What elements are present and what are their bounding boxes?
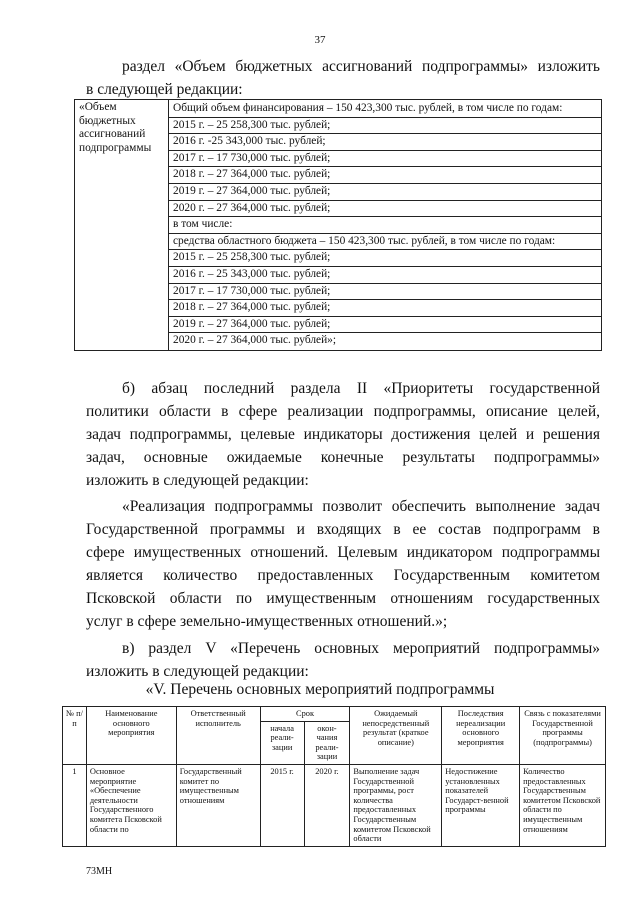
header-link: Связь с показателями Государственной программы (подпрограммы): [520, 707, 606, 765]
budget-row: 2015 г. – 25 258,300 тыс. рублей;: [169, 250, 601, 267]
budget-row: 2017 г. – 17 730,000 тыс. рублей;: [169, 151, 601, 168]
paragraph-b: [86, 377, 600, 492]
intro-line: в следующей редакции:: [86, 81, 243, 98]
section-title: «V. Перечень основных мероприятий подпрограммы: [145, 681, 495, 698]
cell-num: 1: [63, 764, 87, 846]
budget-row: 2020 г. – 27 364,000 тыс. рублей;: [169, 201, 601, 218]
header-consequence: Последствия нереализации основного мероприятия: [442, 707, 520, 765]
budget-row: 2016 г. -25 343,000 тыс. рублей;: [169, 134, 601, 151]
paragraph-line: задач подпрограммы, целевые индикаторы достижения целей и решения: [86, 426, 600, 443]
header-start: начала реали-зации: [260, 721, 304, 764]
budget-row: 2019 г. – 27 364,000 тыс. рублей;: [169, 184, 601, 201]
budget-row: 2020 г. – 27 364,000 тыс. рублей»;: [173, 334, 337, 347]
header-term: Срок: [260, 707, 350, 722]
paragraph-line: Государственной программы и входящих в ее состав подпрограмм в: [86, 521, 600, 538]
paragraph-line: изложить в следующей редакции:: [86, 663, 309, 680]
page-number: 37: [314, 34, 326, 46]
paragraph-line: б) абзац последний раздела II «Приоритеты государственной: [122, 380, 600, 397]
paragraph-quote: [86, 495, 600, 633]
paragraph-line: «Реализация подпрограммы позволит обеспечить выполнение задач: [122, 498, 600, 515]
budget-label: «Объем бюджетных ассигнований подпрограммы: [75, 100, 169, 351]
budget-row: Общий объем финансирования – 150 423,300 тыс. рублей, в том числе по годам:: [169, 101, 601, 118]
budget-table: [74, 99, 602, 351]
cell-consequence: Недостижение установленных показателей Государст-венной программы: [442, 764, 520, 846]
paragraph-line: является количество предоставленных Государственным комитетом: [86, 567, 600, 584]
intro-line: раздел «Объем бюджетных ассигнований подпрограммы» изложить: [122, 58, 600, 75]
header-name: Наименование основного мероприятия: [86, 707, 176, 765]
header-result: Ожидаемый непосредственный результат (краткое описание): [350, 707, 442, 765]
paragraph-line: Псковской области по имущественным отношениям государственных: [86, 590, 600, 607]
cell-end: 2020 г.: [304, 764, 350, 846]
header-end: окон-чания реали-зации: [304, 721, 350, 764]
paragraph-line: в) раздел V «Перечень основных мероприятий подпрограммы»: [122, 640, 600, 657]
paragraph-line: политики области в сфере реализации подпрограммы, описание целей,: [86, 403, 600, 420]
budget-values: [169, 100, 602, 351]
header-executor: Ответственный исполнитель: [176, 707, 260, 765]
cell-start: 2015 г.: [260, 764, 304, 846]
cell-executor: Государственный комитет по имущественным отношениям: [176, 764, 260, 846]
budget-row: 2016 г. – 25 343,000 тыс. рублей;: [169, 267, 601, 284]
budget-row: в том числе:: [169, 217, 601, 234]
budget-row: 2018 г. – 27 364,000 тыс. рублей;: [169, 300, 601, 317]
paragraph-c: [86, 637, 600, 683]
cell-result: Выполнение задач Государственной программы, рост количества предоставленных Государственным комитетом Псковской области: [350, 764, 442, 846]
table-row: [63, 764, 606, 846]
paragraph-line: задач, основные ожидаемые конечные результаты подпрограммы»: [86, 449, 600, 466]
cell-link: Количество предоставленных Государственным комитетом Псковской области по имущественным отношениям: [520, 764, 606, 846]
header-num: № п/п: [63, 707, 87, 765]
intro-paragraph: [86, 55, 600, 101]
budget-row: 2018 г. – 27 364,000 тыс. рублей;: [169, 167, 601, 184]
budget-row: 2015 г. – 25 258,300 тыс. рублей;: [169, 118, 601, 135]
paragraph-line: сфере имущественных отношений. Целевым индикатором подпрограммы: [86, 544, 600, 561]
events-table: [62, 706, 606, 847]
paragraph-line: изложить в следующей редакции:: [86, 472, 309, 489]
footer-code: 73МН: [86, 866, 113, 877]
cell-name: Основное мероприятие «Обеспечение деятельности Государственного комитета Псковской области по: [86, 764, 176, 846]
paragraph-line: услуг в сфере земельно-имущественных отношений.»;: [86, 613, 448, 630]
budget-row: 2019 г. – 27 364,000 тыс. рублей;: [169, 317, 601, 334]
budget-row: средства областного бюджета – 150 423,300 тыс. рублей, в том числе по годам:: [169, 234, 601, 251]
budget-row: 2017 г. – 17 730,000 тыс. рублей;: [169, 284, 601, 301]
